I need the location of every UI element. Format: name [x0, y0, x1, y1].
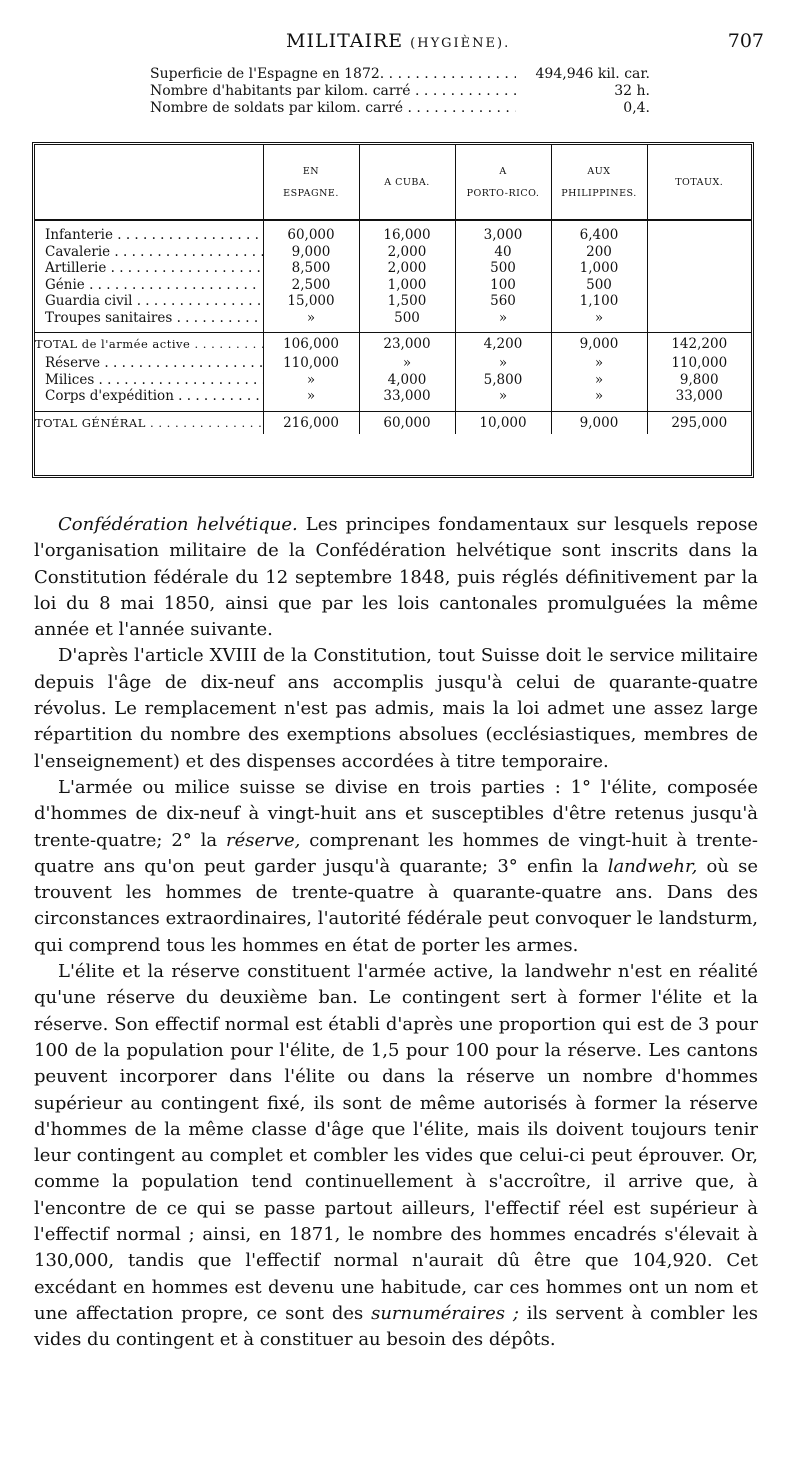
- table-cell: 5,800: [455, 372, 551, 389]
- table-cell: [647, 310, 751, 327]
- table-cell: 295,000: [647, 411, 751, 434]
- table-cell: 200: [551, 244, 647, 261]
- stat-label: Nombre d'habitants par kilom. carré . . .: [150, 83, 516, 100]
- table-cell: 4,200: [455, 333, 551, 356]
- row-label: TOTAL de l'armée active . . .: [35, 333, 263, 356]
- table-cell: 33,000: [647, 388, 751, 405]
- row-label: Artillerie . . .: [35, 260, 263, 277]
- running-title: [286, 30, 510, 52]
- header-totaux: TOTAUX.: [647, 145, 751, 220]
- table-cell: 9,000: [263, 244, 359, 261]
- table-row: [35, 277, 751, 294]
- header-porto-rico: A PORTO-RICO.: [455, 145, 551, 220]
- row-label: Corps d'expédition . . .: [35, 388, 263, 405]
- table-cell: 60,000: [263, 227, 359, 244]
- table-cell: [647, 227, 751, 244]
- table-cell: [647, 260, 751, 277]
- row-label: Troupes sanitaires . . .: [35, 310, 263, 327]
- table-cell: [647, 293, 751, 310]
- table-cell: 2,000: [359, 260, 455, 277]
- army-table: [32, 142, 754, 478]
- paragraph: D'après l'article XVIII de la Constitution, tout Suisse doit le service militaire depuis l'âge de dix-neuf ans accomplis jusqu'à celui de quarante-quatre révolus. Le remplacement n'est pas admis, mais la loi admet une assez large répartition du nombre des exemptions absolues (ecclésiastiques, membres de l'enseignement) et des dispenses accordées à titre temporaire.: [34, 645, 758, 772]
- header-blank: [35, 145, 263, 220]
- paragraph: L'armée ou milice suisse se divise en trois parties : 1° l'élite, composée d'hommes de dix-neuf à vingt-huit ans et susceptibles d'être retenus jusqu'à trente-quatre; 2° la réserve, comprenant les hommes de vingt-huit à trente-quatre ans qu'on peut garder jusqu'à quarante; 3° enfin la landwehr, où se trouvent les hommes de trente-quatre à quarante-quatre ans. Dans des circonstances extraordinaires, l'autorité fédérale peut convoquer le landsturm, qui comprend tous les hommes en état de porter les armes.: [34, 776, 759, 956]
- table-cell: 500: [551, 277, 647, 294]
- table-row: [35, 388, 751, 405]
- table-cell: 500: [359, 310, 455, 327]
- table-row: [35, 411, 751, 434]
- body-text: [34, 512, 758, 1354]
- row-label: Infanterie . . .: [35, 227, 263, 244]
- table-cell: »: [359, 355, 455, 372]
- table-cell: 15,000: [263, 293, 359, 310]
- table-row: [35, 355, 751, 372]
- table-cell: »: [551, 388, 647, 405]
- header-espagne: EN ESPAGNE.: [263, 145, 359, 220]
- table-cell: 1,000: [359, 277, 455, 294]
- table-cell: 2,000: [359, 244, 455, 261]
- stat-label: Superficie de l'Espagne en 1872. . . .: [150, 66, 516, 83]
- table-cell: 500: [455, 260, 551, 277]
- table-cell: »: [551, 355, 647, 372]
- header-philippines: AUX PHILIPPINES.: [551, 145, 647, 220]
- table-body: [35, 220, 751, 434]
- table-cell: 23,000: [359, 333, 455, 356]
- table-cell: 1,100: [551, 293, 647, 310]
- stat-row: [150, 83, 650, 100]
- stat-row: [150, 66, 650, 83]
- table-cell: »: [263, 372, 359, 389]
- table-cell: »: [455, 310, 551, 327]
- table-row: [35, 310, 751, 327]
- stat-label: Nombre de soldats par kilom. carré . . .: [150, 100, 516, 117]
- army-table-grid: [35, 145, 751, 434]
- table-cell: 1,000: [551, 260, 647, 277]
- stat-value: 0,4.: [623, 100, 650, 116]
- table-cell: »: [263, 310, 359, 327]
- table-row: [35, 293, 751, 310]
- table-cell: 110,000: [647, 355, 751, 372]
- table-row: [35, 372, 751, 389]
- table-cell: »: [551, 372, 647, 389]
- paragraph: Confédération helvétique. Les principes fondamentaux sur lesquels repose l'organisation militaire de la Confédération helvétique sont inscrits dans la Constitution fédérale du 12 septembre 1848, puis réglés définitivement par la loi du 8 mai 1850, ainsi que par les lois cantonales promulguées la même année et l'année suivante.: [34, 514, 758, 641]
- table-cell: 16,000: [359, 227, 455, 244]
- table-cell: 100: [455, 277, 551, 294]
- table-cell: 8,500: [263, 260, 359, 277]
- table-cell: 9,000: [551, 411, 647, 434]
- table-cell: [647, 277, 751, 294]
- table-cell: 60,000: [359, 411, 455, 434]
- page-number: 707: [727, 30, 764, 52]
- table-cell: 4,000: [359, 372, 455, 389]
- table-cell: »: [455, 355, 551, 372]
- table-cell: 110,000: [263, 355, 359, 372]
- table-cell: [647, 244, 751, 261]
- table-cell: 33,000: [359, 388, 455, 405]
- table-cell: 10,000: [455, 411, 551, 434]
- table-cell: 40: [455, 244, 551, 261]
- running-title-main: MILITAIRE: [286, 30, 404, 52]
- table-row: [35, 333, 751, 356]
- row-label: TOTAL GÉNÉRAL . . .: [35, 411, 263, 434]
- row-label: Milices . . .: [35, 372, 263, 389]
- table-cell: 560: [455, 293, 551, 310]
- row-label: Guardia civil . . .: [35, 293, 263, 310]
- table-cell: 1,500: [359, 293, 455, 310]
- table-cell: 142,200: [647, 333, 751, 356]
- row-label: Cavalerie . . .: [35, 244, 263, 261]
- row-label: Réserve . . .: [35, 355, 263, 372]
- stat-value: 494,946 kil. car.: [535, 66, 650, 82]
- table-cell: 6,400: [551, 227, 647, 244]
- paragraph: L'élite et la réserve constituent l'armée active, la landwehr n'est en réalité qu'une réserve du deuxième ban. Le contingent sert à former l'élite et la réserve. Son effectif normal est établi d'après une proportion qui est de 3 pour 100 de la population pour l'élite, de 1,5 pour 100 pour la réserve. Les cantons peuvent incorporer dans l'élite ou dans la réserve un nombre d'hommes supérieur au contingent fixé, ils sont de même autorisés à former la réserve d'hommes de la même classe d'âge que l'élite, mais ils doivent toujours tenir leur contingent au complet et combler les vides que celui-ci peut éprouver. Or, comme la population tend continuellement à s'accroître, il arrive que, à l'encontre de ce qui se passe partout ailleurs, l'effectif réel est supérieur à l'effectif normal ; ainsi, en 1871, le nombre des hommes encadrés s'élevait à 130,000, tandis que l'effectif normal n'aurait dû être que 104,920. Cet excédant en hommes est devenu une habitude, car ces hommes ont un nom et une affectation propre, ce sont des surnuméraires ; ils servent à combler les vides du contingent et à constituer au besoin des dépôts.: [34, 961, 758, 1351]
- table-header-row: [35, 145, 751, 220]
- running-title-sub: (HYGIÈNE).: [410, 36, 511, 51]
- row-label: Génie . . .: [35, 277, 263, 294]
- table-cell: 216,000: [263, 411, 359, 434]
- header-cuba: A CUBA.: [359, 145, 455, 220]
- table-cell: 9,800: [647, 372, 751, 389]
- table-cell: »: [455, 388, 551, 405]
- stat-row: [150, 100, 650, 117]
- table-cell: »: [551, 310, 647, 327]
- table-row: [35, 244, 751, 261]
- table-cell: »: [263, 388, 359, 405]
- table-cell: 3,000: [455, 227, 551, 244]
- spain-stats: [150, 66, 650, 117]
- table-row: [35, 227, 751, 244]
- table-cell: 2,500: [263, 277, 359, 294]
- table-row: [35, 260, 751, 277]
- table-cell: 106,000: [263, 333, 359, 356]
- stat-value: 32 h.: [614, 83, 650, 99]
- table-cell: 9,000: [551, 333, 647, 356]
- page-header: [34, 30, 764, 54]
